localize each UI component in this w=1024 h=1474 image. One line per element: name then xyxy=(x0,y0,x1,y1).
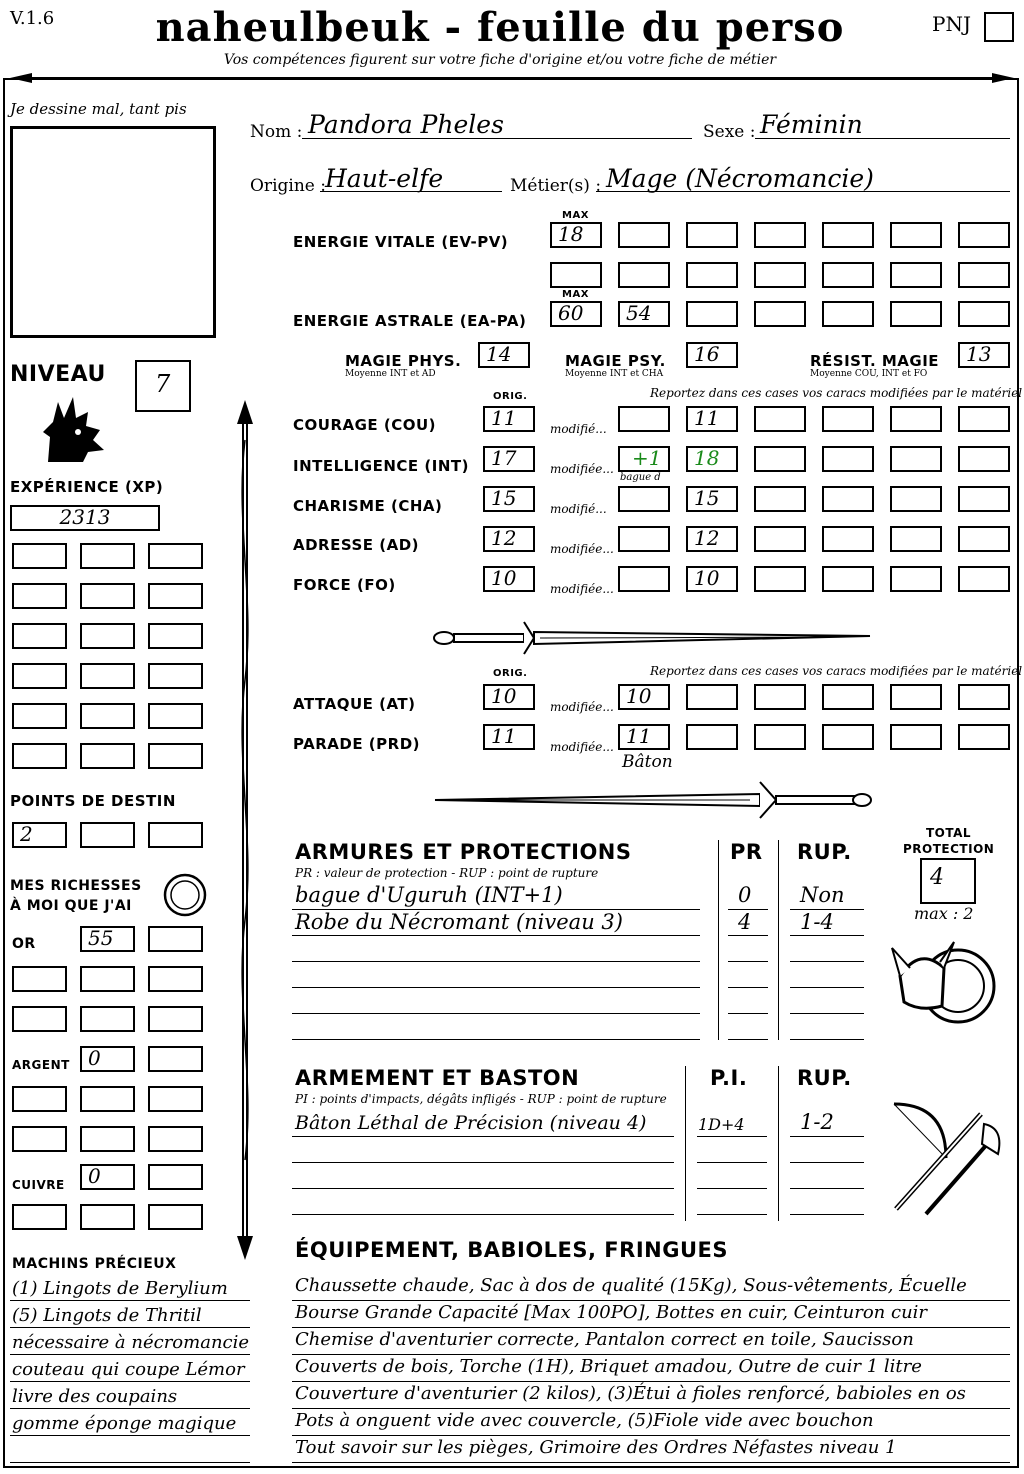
argent-box[interactable] xyxy=(148,1086,203,1112)
xp-grid-box[interactable] xyxy=(148,663,203,689)
argent-box[interactable] xyxy=(80,1126,135,1152)
weapons-title: ARMEMENT ET BASTON xyxy=(295,1066,580,1090)
xp-grid-box[interactable] xyxy=(80,743,135,769)
xp-grid-box[interactable] xyxy=(148,543,203,569)
ea-box[interactable] xyxy=(822,301,874,327)
cuivre-label: CUIVRE xyxy=(12,1178,65,1192)
ev-box[interactable] xyxy=(618,222,670,248)
cuivre-box[interactable] xyxy=(148,1204,203,1230)
ev-max-label: MAX xyxy=(562,210,589,221)
or-box[interactable] xyxy=(12,1006,67,1032)
stat-extra-box[interactable] xyxy=(890,486,942,512)
magie-psy-label: MAGIE PSY. xyxy=(565,352,666,370)
combat-extra-box[interactable] xyxy=(958,724,1010,750)
weapons-pi-header: P.I. xyxy=(710,1066,748,1090)
stat-orig-box[interactable]: 15 xyxy=(483,486,535,512)
combat-extra-box[interactable] xyxy=(754,724,806,750)
stat-extra-box[interactable] xyxy=(958,406,1010,432)
stat-label: COURAGE (COU) xyxy=(293,416,437,434)
stat-extra-box[interactable] xyxy=(890,406,942,432)
portrait-box[interactable] xyxy=(10,126,216,338)
stat-extra-box[interactable] xyxy=(822,486,874,512)
armor-rup[interactable]: 1-4 xyxy=(800,910,834,934)
argent-box[interactable] xyxy=(148,1126,203,1152)
or-box[interactable]: 55 xyxy=(80,926,135,952)
magie-psy-box[interactable]: 16 xyxy=(686,342,738,368)
xp-grid-box[interactable] xyxy=(80,663,135,689)
precious-item[interactable]: gomme éponge magique xyxy=(12,1413,237,1434)
precious-item[interactable]: livre des coupains xyxy=(12,1386,178,1407)
stat-extra-box[interactable] xyxy=(822,526,874,552)
ea-label: ENERGIE ASTRALE (EA-PA) xyxy=(293,312,527,330)
richesses-label-2: À MOI QUE J'AI xyxy=(10,898,132,914)
richesses-label-1: MES RICHESSES xyxy=(10,878,142,894)
stat-label: FORCE (FO) xyxy=(293,576,396,594)
combat-final-box[interactable]: 10 xyxy=(618,684,670,710)
argent-label: ARGENT xyxy=(12,1058,70,1072)
xp-grid-box[interactable] xyxy=(12,703,67,729)
ev-box[interactable] xyxy=(686,262,738,288)
equipment-line[interactable]: Couverts de bois, Torche (1H), Briquet amadou, Outre de cuir 1 litre xyxy=(295,1356,922,1377)
precious-item[interactable]: (1) Lingots de Berylium xyxy=(12,1278,228,1299)
stat-extra-box[interactable] xyxy=(754,526,806,552)
stat-mod-box[interactable] xyxy=(618,406,670,432)
xp-grid-box[interactable] xyxy=(80,703,135,729)
or-box[interactable] xyxy=(148,1006,203,1032)
armor-pr[interactable]: 0 xyxy=(738,883,752,907)
magie-phys-label: MAGIE PHYS. xyxy=(345,352,462,370)
stat-label: ADRESSE (AD) xyxy=(293,536,420,554)
stat-orig-box[interactable]: 11 xyxy=(483,406,535,432)
ea-current-box[interactable]: 54 xyxy=(618,301,670,327)
stats-orig-label: ORIG. xyxy=(493,391,528,402)
stat-extra-box[interactable] xyxy=(754,566,806,592)
xp-grid-box[interactable] xyxy=(12,623,67,649)
precious-item[interactable]: couteau qui coupe Lémor xyxy=(12,1359,245,1380)
resist-magie-note: Moyenne COU, INT et FO xyxy=(810,369,928,379)
stat-extra-box[interactable] xyxy=(958,566,1010,592)
combat-extra-box[interactable] xyxy=(686,684,738,710)
staff-icon xyxy=(232,400,258,1260)
resist-magie-box[interactable]: 13 xyxy=(958,342,1010,368)
equipment-line[interactable]: Bourse Grande Capacité [Max 100PO], Bottes en cuir, Ceinturon cuir xyxy=(295,1302,928,1323)
ev-box[interactable] xyxy=(890,222,942,248)
ea-box[interactable] xyxy=(958,301,1010,327)
nom-label: Nom : xyxy=(250,122,303,142)
or-box[interactable] xyxy=(148,966,203,992)
stat-final-box[interactable]: 12 xyxy=(686,526,738,552)
armor-rup[interactable]: Non xyxy=(800,883,845,907)
armor-rup-header: RUP. xyxy=(797,840,852,864)
cuivre-box[interactable]: 0 xyxy=(80,1164,135,1190)
total-protection-label-2: PROTECTION xyxy=(903,842,995,856)
equipment-line[interactable]: Couverture d'aventurier (2 kilos), (3)Étui à fioles renforcé, babioles en os xyxy=(295,1383,966,1404)
stat-mod-label: modifiée... xyxy=(550,462,614,476)
or-label: OR xyxy=(12,936,36,952)
precious-item[interactable]: nécessaire à nécromancie xyxy=(12,1332,250,1353)
argent-box[interactable] xyxy=(148,1046,203,1072)
stat-mod-box[interactable]: +1 xyxy=(618,446,670,472)
dragon-icon xyxy=(38,392,108,464)
niveau-box[interactable]: 7 xyxy=(135,360,191,412)
xp-grid-box[interactable] xyxy=(12,543,67,569)
combat-label: PARADE (PRD) xyxy=(293,735,421,753)
weapons-subtitle: PI : points d'impacts, dégâts infligés - RUP : point de rupture xyxy=(295,1092,667,1106)
stat-extra-box[interactable] xyxy=(754,446,806,472)
cuivre-box[interactable] xyxy=(148,1164,203,1190)
stat-final-box[interactable]: 15 xyxy=(686,486,738,512)
ev-box[interactable] xyxy=(822,222,874,248)
xp-grid-box[interactable] xyxy=(148,623,203,649)
armor-pr[interactable]: 4 xyxy=(738,910,752,934)
cuivre-box[interactable] xyxy=(12,1204,67,1230)
helmet-shield-icon xyxy=(890,928,1002,1038)
ea-box[interactable] xyxy=(754,301,806,327)
weapon-name[interactable]: Bâton Léthal de Précision (niveau 4) xyxy=(295,1112,647,1134)
combat-mod-label: modifiée... xyxy=(550,740,614,754)
or-box[interactable] xyxy=(80,1006,135,1032)
armor-pr-header: PR xyxy=(730,840,763,864)
total-protection-max: max : 2 xyxy=(914,904,974,923)
stat-extra-box[interactable] xyxy=(890,566,942,592)
stat-extra-box[interactable] xyxy=(958,486,1010,512)
ev-box[interactable] xyxy=(890,262,942,288)
combat-extra-box[interactable] xyxy=(958,684,1010,710)
combat-extra-box[interactable] xyxy=(686,724,738,750)
ev-box[interactable] xyxy=(822,262,874,288)
destin-label: POINTS DE DESTIN xyxy=(10,792,176,810)
combat-final-box[interactable]: 11 xyxy=(618,724,670,750)
stat-mod-box[interactable] xyxy=(618,566,670,592)
armor-name[interactable]: bague d'Uguruh (INT+1) xyxy=(295,883,563,907)
armor-subtitle: PR : valeur de protection - RUP : point de rupture xyxy=(295,866,599,880)
ev-box[interactable] xyxy=(958,262,1010,288)
sword-icon xyxy=(430,778,875,824)
destin-box[interactable] xyxy=(148,822,203,848)
cuivre-box[interactable] xyxy=(80,1204,135,1230)
combat-label: ATTAQUE (AT) xyxy=(293,695,416,713)
sword-icon xyxy=(430,614,875,660)
stat-final-box[interactable]: 11 xyxy=(686,406,738,432)
combat-orig-box[interactable]: 10 xyxy=(483,684,535,710)
precious-item[interactable]: (5) Lingots de Thritil xyxy=(12,1305,202,1326)
ev-max-box[interactable]: 18 xyxy=(550,222,602,248)
ev-label: ENERGIE VITALE (EV-PV) xyxy=(293,233,509,251)
xp-grid-box[interactable] xyxy=(80,623,135,649)
weapon-pi[interactable]: 1D+4 xyxy=(698,1115,745,1134)
niveau-label: NIVEAU xyxy=(10,362,106,387)
stat-extra-box[interactable] xyxy=(890,526,942,552)
stat-mod-label: modifiée... xyxy=(550,582,614,596)
or-box[interactable] xyxy=(12,966,67,992)
ea-max-label: MAX xyxy=(562,289,589,300)
argent-box[interactable]: 0 xyxy=(80,1046,135,1072)
stat-extra-box[interactable] xyxy=(958,446,1010,472)
xp-box[interactable]: 2313 xyxy=(10,505,160,531)
stat-mod-box[interactable] xyxy=(618,526,670,552)
ev-box[interactable] xyxy=(618,262,670,288)
stat-extra-box[interactable] xyxy=(822,566,874,592)
magie-phys-box[interactable]: 14 xyxy=(478,342,530,368)
stat-label: INTELLIGENCE (INT) xyxy=(293,457,469,475)
ev-box[interactable] xyxy=(958,222,1010,248)
stat-extra-box[interactable] xyxy=(958,526,1010,552)
armor-name[interactable]: Robe du Nécromant (niveau 3) xyxy=(295,910,623,934)
xp-grid-box[interactable] xyxy=(80,583,135,609)
combat-extra-box[interactable] xyxy=(890,684,942,710)
metier-label: Métier(s) : xyxy=(510,176,602,196)
ea-box[interactable] xyxy=(890,301,942,327)
weapons-bow-axe-icon xyxy=(886,1094,1006,1220)
sexe-value[interactable]: Féminin xyxy=(760,110,863,139)
equipment-title: ÉQUIPEMENT, BABIOLES, FRINGUES xyxy=(295,1238,728,1262)
ev-box[interactable] xyxy=(686,222,738,248)
stat-final-box[interactable]: 18 xyxy=(686,446,738,472)
xp-grid-box[interactable] xyxy=(80,543,135,569)
combat-extra-box[interactable] xyxy=(822,724,874,750)
or-box[interactable] xyxy=(148,926,203,952)
combat-extra-box[interactable] xyxy=(822,684,874,710)
resist-magie-label: RÉSIST. MAGIE xyxy=(810,352,940,370)
xp-grid-box[interactable] xyxy=(12,663,67,689)
nom-value[interactable]: Pandora Pheles xyxy=(308,110,504,139)
pnj-checkbox[interactable] xyxy=(984,12,1014,42)
machins-precieux-label: MACHINS PRÉCIEUX xyxy=(12,1256,177,1272)
stat-extra-box[interactable] xyxy=(754,486,806,512)
stat-label: CHARISME (CHA) xyxy=(293,497,443,515)
weapons-rup-header: RUP. xyxy=(797,1066,852,1090)
combat-orig-box[interactable]: 11 xyxy=(483,724,535,750)
destin-box[interactable] xyxy=(80,822,135,848)
total-protection-label-1: TOTAL xyxy=(926,826,972,840)
coin-icon xyxy=(162,872,208,918)
argent-box[interactable] xyxy=(80,1086,135,1112)
equipment-line[interactable]: Chaussette chaude, Sac à dos de qualité (15Kg), Sous-vêtements, Écuelle xyxy=(295,1275,967,1296)
weapon-rup[interactable]: 1-2 xyxy=(800,1110,834,1134)
combat-extra-box[interactable] xyxy=(754,684,806,710)
equipment-line[interactable]: Pots à onguent vide avec couvercle, (5)Fiole vide avec bouchon xyxy=(295,1410,874,1431)
xp-grid-box[interactable] xyxy=(12,583,67,609)
stats-report-note: Reportez dans ces cases vos caracs modifiées par le matériel xyxy=(650,386,1023,400)
stat-extra-box[interactable] xyxy=(822,446,874,472)
xp-grid-box[interactable] xyxy=(148,743,203,769)
equipment-line[interactable]: Chemise d'aventurier correcte, Pantalon correct en toile, Saucisson xyxy=(295,1329,914,1350)
pnj-label: PNJ xyxy=(932,12,971,36)
combat-orig-label: ORIG. xyxy=(493,668,528,679)
version-label: V.1.6 xyxy=(10,8,55,29)
magie-phys-note: Moyenne INT et AD xyxy=(345,369,436,379)
stat-final-box[interactable]: 10 xyxy=(686,566,738,592)
ea-box[interactable] xyxy=(686,301,738,327)
stat-mod-note: bague d xyxy=(620,472,661,483)
xp-grid-box[interactable] xyxy=(12,743,67,769)
combat-report-note: Reportez dans ces cases vos caracs modifiées par le matériel xyxy=(650,664,1023,678)
argent-box[interactable] xyxy=(12,1126,67,1152)
origine-value[interactable]: Haut-elfe xyxy=(325,164,444,193)
argent-box[interactable] xyxy=(12,1086,67,1112)
sexe-label: Sexe : xyxy=(703,122,756,142)
magie-psy-note: Moyenne INT et CHA xyxy=(565,369,664,379)
total-protection-box[interactable]: 4 xyxy=(920,858,976,904)
stat-orig-box[interactable]: 12 xyxy=(483,526,535,552)
xp-grid-box[interactable] xyxy=(148,583,203,609)
xp-grid-box[interactable] xyxy=(148,703,203,729)
or-box[interactable] xyxy=(80,966,135,992)
ev-box[interactable] xyxy=(754,262,806,288)
armor-title: ARMURES ET PROTECTIONS xyxy=(295,840,632,864)
stat-orig-box[interactable]: 17 xyxy=(483,446,535,472)
stat-extra-box[interactable] xyxy=(754,406,806,432)
combat-extra-box[interactable] xyxy=(890,724,942,750)
ea-max-box[interactable]: 60 xyxy=(550,301,602,327)
page-title: naheulbeuk - feuille du perso xyxy=(155,4,845,51)
page-subtitle: Vos compétences figurent sur votre fiche d'origine et/ou votre fiche de métier xyxy=(223,52,777,68)
xp-label: EXPÉRIENCE (XP) xyxy=(10,478,164,496)
origine-label: Origine : xyxy=(250,176,326,196)
combat-mod-label: modifiée... xyxy=(550,700,614,714)
stat-extra-box[interactable] xyxy=(822,406,874,432)
stat-mod-label: modifié... xyxy=(550,422,607,436)
combat-note: Bâton xyxy=(622,752,673,772)
stat-orig-box[interactable]: 10 xyxy=(483,566,535,592)
equipment-line[interactable]: Tout savoir sur les pièges, Grimoire des Ordres Néfastes niveau 1 xyxy=(295,1437,897,1458)
stat-mod-label: modifiée... xyxy=(550,542,614,556)
ev-box[interactable] xyxy=(754,222,806,248)
metier-value[interactable]: Mage (Nécromancie) xyxy=(606,164,874,193)
stat-extra-box[interactable] xyxy=(890,446,942,472)
stat-mod-label: modifié... xyxy=(550,502,607,516)
stat-mod-box[interactable] xyxy=(618,486,670,512)
destin-box[interactable]: 2 xyxy=(12,822,67,848)
ev-box[interactable] xyxy=(550,262,602,288)
portrait-caption: Je dessine mal, tant pis xyxy=(10,100,187,118)
